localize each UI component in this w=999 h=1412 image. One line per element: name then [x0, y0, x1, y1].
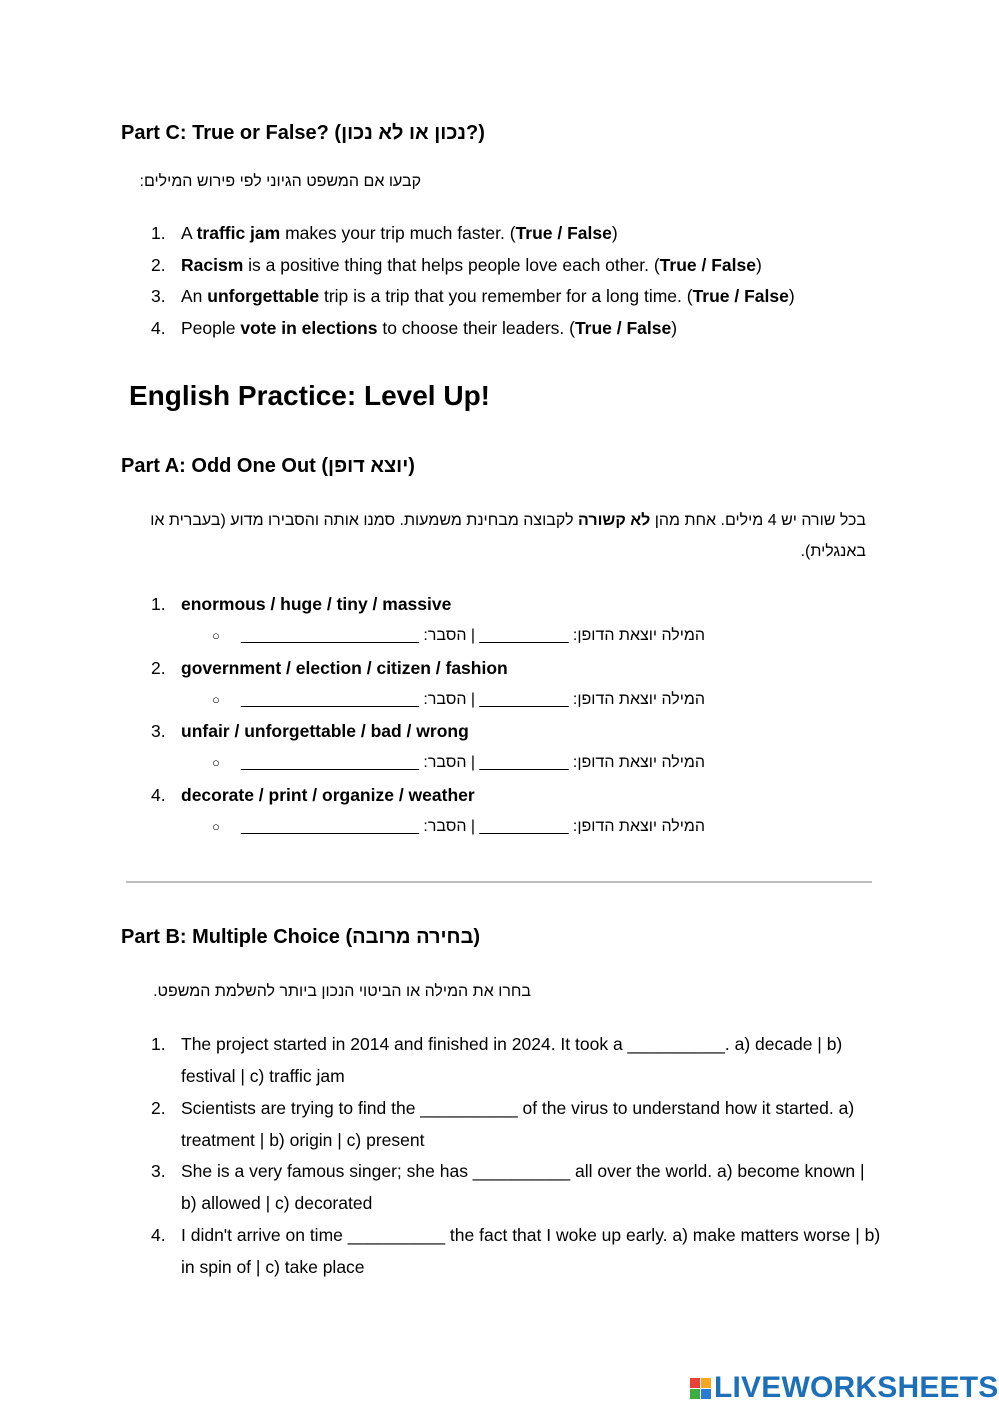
question-text: The project started in 2014 and finished in 2024. It took a __________. a) decade | b) festival | c) traffic jam — [181, 1034, 843, 1086]
multiple-choice-item-1 — [151, 1028, 881, 1092]
question-text: I didn't arrive on time __________ the fact that I woke up early. a) make matters worse | b) in spin of | c) take place — [181, 1225, 881, 1277]
word-set: unfair / unforgettable / bad / wrong — [181, 721, 469, 741]
part-a-title: Part A: Odd One Out (יוצא דופן) — [121, 455, 415, 477]
word-set: decorate / print / organize / weather — [181, 785, 475, 805]
item-text: trip is a trip that you remember for a long time. ( — [319, 286, 693, 306]
answer-blank[interactable]: המילה יוצאת הדופן: __________ | הסבר: ____________________ — [241, 627, 706, 644]
true-false-item-3 — [151, 280, 795, 312]
part-c-instruction: קבעו אם המשפט הגיוני לפי פירוש המילים: — [139, 173, 421, 190]
logo-mark-icon — [690, 1378, 711, 1399]
logo-square-icon — [690, 1389, 700, 1399]
item-keyword: traffic jam — [196, 223, 281, 243]
odd-one-out-item-3 — [151, 715, 469, 747]
item-number: 3. — [151, 1161, 166, 1181]
item-text: to choose their leaders. ( — [377, 318, 575, 338]
multiple-choice-item-3 — [151, 1155, 881, 1219]
instruction-emphasis: לא קשורה — [578, 512, 651, 529]
word-set: enormous / huge / tiny / massive — [181, 594, 452, 614]
item-number: 4. — [151, 1225, 166, 1245]
item-number: 3. — [151, 721, 166, 741]
multiple-choice-item-2 — [151, 1092, 881, 1156]
part-c-title: Part C: True or False? (נכון או לא נכון?) — [121, 122, 485, 144]
true-false-item-1 — [151, 217, 618, 249]
item-number: 1. — [151, 594, 166, 614]
odd-one-out-item-1 — [151, 588, 451, 620]
item-number: 4. — [151, 785, 166, 805]
true-false-choice[interactable]: True / False — [515, 223, 612, 243]
true-false-item-2 — [151, 249, 762, 281]
item-number: 1. — [151, 1034, 166, 1054]
word-set: government / election / citizen / fashion — [181, 658, 508, 678]
item-text: A — [181, 223, 197, 243]
item-number: 2. — [151, 1098, 166, 1118]
instruction-text: לקבוצה מבחינת משמעות. סמנו אותה והסבירו מדוע (בעברית או באנגלית). — [150, 512, 866, 560]
part-a-instruction — [121, 505, 866, 567]
bullet-icon: ○ — [212, 819, 220, 834]
item-text: ) — [788, 286, 795, 306]
item-keyword: vote in elections — [240, 318, 378, 338]
question-text: She is a very famous singer; she has __________ all over the world. a) become known | b) allowed | c) decorated — [181, 1161, 865, 1213]
logo-square-icon — [701, 1378, 711, 1388]
answer-blank[interactable]: המילה יוצאת הדופן: __________ | הסבר: ____________________ — [241, 691, 706, 708]
section-divider — [126, 881, 872, 883]
bullet-icon: ○ — [212, 628, 220, 643]
answer-line[interactable] — [212, 620, 705, 651]
item-number: 2. — [151, 255, 166, 275]
bullet-icon: ○ — [212, 692, 220, 707]
item-number: 4. — [151, 318, 166, 338]
item-text: An — [181, 286, 208, 306]
answer-line[interactable] — [212, 747, 705, 778]
true-false-choice[interactable]: True / False — [574, 318, 672, 338]
item-text: makes your trip much faster. ( — [280, 223, 516, 243]
item-number: 1. — [151, 223, 166, 243]
liveworksheets-logo — [690, 1372, 999, 1404]
question-text: Scientists are trying to find the __________ of the virus to understand how it started. a) treatment | b) origin | c) present — [181, 1098, 855, 1150]
logo-text: LIVEWORKSHEETS — [714, 1371, 999, 1404]
instruction-text: בכל שורה יש 4 מילים. אחת מהן — [650, 512, 866, 529]
item-text: ) — [671, 318, 678, 338]
part-b-instruction: בחרו את המילה או הביטוי הנכון ביותר להשלמת המשפט. — [153, 983, 531, 1000]
multiple-choice-item-4 — [151, 1219, 881, 1283]
true-false-choice[interactable]: True / False — [659, 255, 756, 275]
answer-blank[interactable]: המילה יוצאת הדופן: __________ | הסבר: ____________________ — [241, 754, 706, 771]
part-b-title: Part B: Multiple Choice (בחירה מרובה) — [121, 926, 481, 948]
item-keyword: unforgettable — [207, 286, 320, 306]
true-false-choice[interactable]: True / False — [692, 286, 789, 306]
logo-square-icon — [690, 1378, 700, 1388]
page-title: English Practice: Level Up! — [129, 380, 490, 411]
odd-one-out-item-4 — [151, 779, 475, 811]
item-text: ) — [755, 255, 762, 275]
odd-one-out-item-2 — [151, 652, 508, 684]
item-number: 2. — [151, 658, 166, 678]
bullet-icon: ○ — [212, 755, 220, 770]
answer-blank[interactable]: המילה יוצאת הדופן: __________ | הסבר: ____________________ — [241, 818, 706, 835]
item-text: is a positive thing that helps people love each other. ( — [243, 255, 660, 275]
item-keyword: Racism — [181, 255, 244, 275]
answer-line[interactable] — [212, 811, 705, 842]
item-number: 3. — [151, 286, 166, 306]
item-text: ) — [611, 223, 618, 243]
logo-square-icon — [701, 1389, 711, 1399]
item-text: People — [181, 318, 241, 338]
true-false-item-4 — [151, 312, 677, 344]
answer-line[interactable] — [212, 684, 705, 715]
